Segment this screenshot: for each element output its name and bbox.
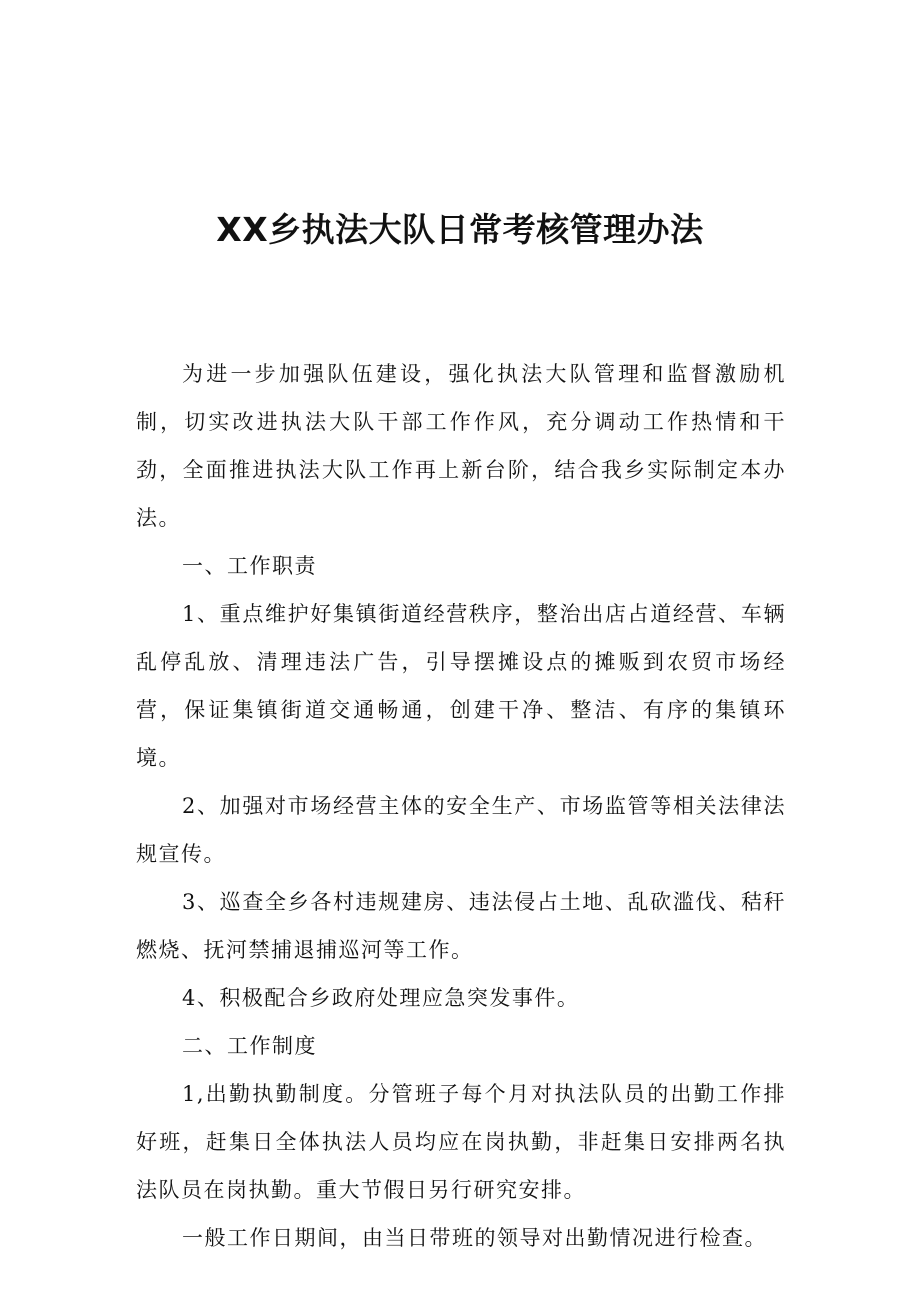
document-body bbox=[136, 350, 786, 1262]
intro-paragraph: 为进一步加强队伍建设，强化执法大队管理和监督激励机制，切实改进执法大队干部工作作风，充分调动工作热情和干劲，全面推进执法大队工作再上新台阶，结合我乡实际制定本办法。 bbox=[136, 362, 786, 530]
duty-item-2: 2、加强对市场经营主体的安全生产、市场监管等相关法律法规宣传。 bbox=[136, 794, 786, 866]
duty-item-4: 4、积极配合乡政府处理应急突发事件。 bbox=[182, 986, 580, 1010]
rule-item-1: 1,出勤执勤制度。分管班子每个月对执法队员的出勤工作排好班，赶集日全体执法人员均应在岗执勤，非赶集日安排两名执法队员在岗执勤。重大节假日另行研究安排。 bbox=[136, 1082, 786, 1202]
section-heading-rules: 二、工作制度 bbox=[182, 1034, 317, 1058]
document-title: XX乡执法大队日常考核管理办法 bbox=[216, 210, 704, 249]
duty-item-1: 1、重点维护好集镇街道经营秩序，整治出店占道经营、车辆乱停乱放、清理违法广告，引导摆摊设点的摊贩到农贸市场经营，保证集镇街道交通畅通，创建干净、整洁、有序的集镇环境。 bbox=[136, 602, 786, 770]
duty-item-3: 3、巡查全乡各村违规建房、违法侵占土地、乱砍滥伐、秸秆燃烧、抚河禁捕退捕巡河等工作。 bbox=[136, 890, 786, 962]
rule-item-1-note: 一般工作日期间，由当日带班的领导对出勤情况进行检查。 bbox=[182, 1226, 767, 1250]
section-heading-duties: 一、工作职责 bbox=[182, 554, 317, 578]
